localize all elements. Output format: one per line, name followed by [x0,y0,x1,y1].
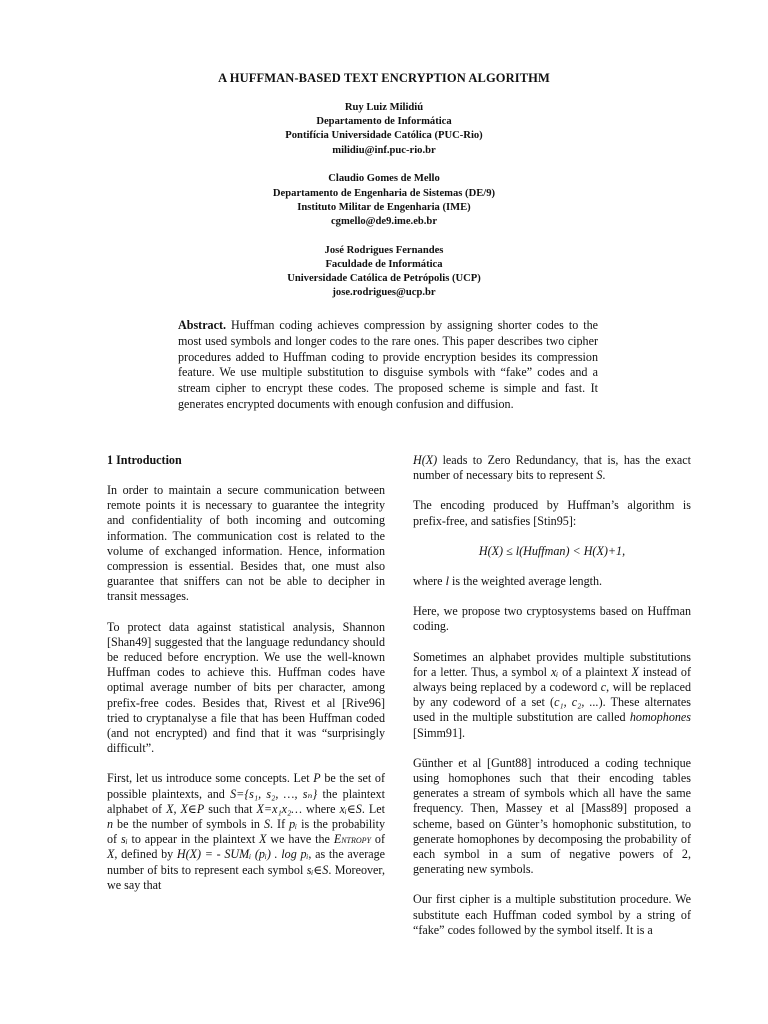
author-department: Departamento de Engenharia de Sistemas (DE/9) [272,187,496,199]
paragraph: Here, we propose two cryptosystems based on Huffman coding. [413,604,691,634]
author-institution: Pontifícia Universidade Católica (PUC-Rio) [285,130,483,142]
author-department: Faculdade de Informática [325,259,443,271]
section-heading-introduction: 1 Introduction [107,453,182,467]
abstract-text: Huffman coding achieves compression by assigning shorter codes to the most used symbols and longer codes to the rare ones. This paper describes two cipher procedures added to Huffman coding to provide encryption besides its compression feature. We use multiple substitution to disguise symbols with “fake” codes and a stream cipher to encrypt these codes. The proposed scheme is simple and fast. It generates encrypted documents with enough confusion and diffusion. [178,318,598,411]
paragraph-concepts: First, let us introduce some concepts. Let P be the set of possible plaintexts, and S={s₁, s₂, …, sₙ} the plaintext alphabet of X, X∈P such that X=x₁x₂… where xᵢ∈S. Let n be the number of symbols in S. If pᵢ is the probability of sᵢ to appear in the plaintext X we have the Entropy of X, defined by H(X) = - SUMᵢ (pᵢ) . log pᵢ, as the average number of bits to represent each symbol sᵢ∈S. Moreover, we say that [107,771,386,892]
author-institution: Instituto Militar de Engenharia (IME) [297,201,471,213]
left-column [107,453,385,908]
paper-title: A HUFFMAN-BASED TEXT ENCRYPTION ALGORITHM [218,71,550,85]
author-institution: Universidade Católica de Petrópolis (UCP) [287,273,481,285]
paragraph: To protect data against statistical analysis, Shannon [Shan49] suggested that the language redundancy should be reduced before encryption. We use the well-known Huffman codes to achieve this. Huffman codes have optimal average number of bits per character, among prefix-free codes. Besides that, Rivest et al [Rive96] tried to cryptanalyse a file that has been Huffman coded (and not encrypted) and find that it was “surprisingly difficult”. [107,619,385,756]
author-1 [0,101,768,158]
author-block [0,101,768,315]
right-column [413,453,691,953]
abstract [178,318,598,413]
equation: H(X) ≤ l(Huffman) < H(X)+1, [478,543,626,558]
paragraph: where l is the weighted average length. [413,574,603,589]
author-3 [0,244,768,301]
paragraph-homophones: Sometimes an alphabet provides multiple substitutions for a letter. Thus, a symbol xᵢ of a plaintext X instead of always being replaced by a codeword c, will be replaced by any codeword of a set (c₁, c₂, ...). These alternates used in the multiple substitution are called homophones [Simm91]. [413,649,691,740]
paragraph-continued: H(X) leads to Zero Redundancy, that is, has the exact number of necessary bits to represent S. [413,453,691,483]
paragraph: Our first cipher is a multiple substitution procedure. We substitute each Huffman coded symbol by a string of “fake” codes followed by the symbol itself. It is a [413,892,691,937]
paragraph: In order to maintain a secure communication between remote points it is necessary to guarantee the integrity and confidentiality of both incoming and outcoming information. The communication cost is related to the volume of exchanged information. Hence, information compression is essential. Besides that, one must also guarantee that sniffers can not be able to decipher in transit messages. [107,483,385,604]
author-department: Departamento de Informática [316,116,452,128]
author-name: Claudio Gomes de Mello [328,173,440,185]
abstract-label: Abstract. [178,318,227,332]
paragraph: The encoding produced by Huffman’s algorithm is prefix-free, and satisfies [Stin95]: [413,498,691,528]
author-name: Ruy Luiz Milidiú [344,102,424,113]
author-name: José Rodrigues Fernandes [324,244,444,256]
paragraph: Günther et al [Gunt88] introduced a coding technique using homophones such that their encoding tables generates a stream of symbols which all have the same frequency. Then, Massey et al [Mass89] proposed a scheme, based on Günter’s homophonic substitution, to generate homophones by decomposing the probability of each symbol in a sum of negative powers of 2, generating new symbols. [413,755,691,877]
author-2 [0,172,768,229]
author-email: milidiu@inf.puc-rio.br [332,144,436,156]
author-email: cgmello@de9.ime.eb.br [330,216,438,228]
author-email: jose.rodrigues@ucp.br [332,287,436,299]
